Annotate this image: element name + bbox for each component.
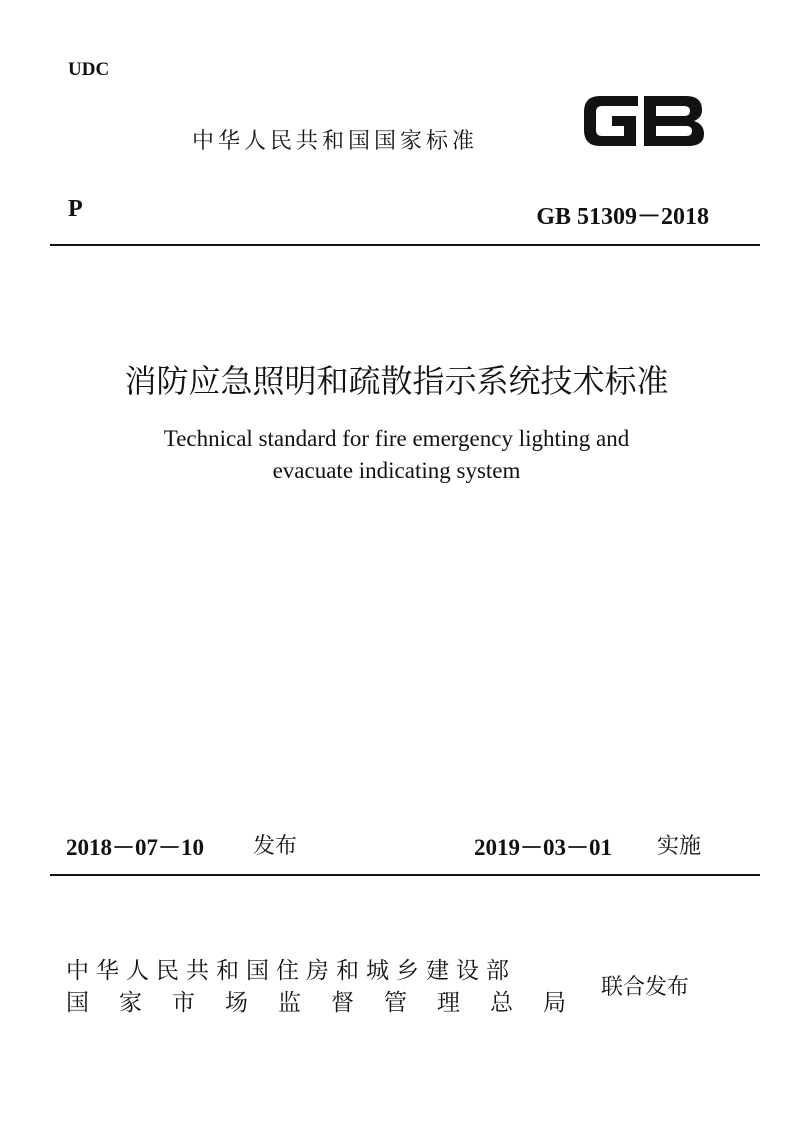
issuer-char: 市 [172, 990, 195, 1016]
joint-issue-label: 联合发布 [601, 975, 690, 1000]
top-divider [50, 244, 760, 246]
issuer-char: 场 [225, 990, 248, 1016]
standard-number: GB 51309－2018 [536, 204, 709, 230]
udc-label: UDC [68, 59, 110, 80]
category-code: P [68, 196, 83, 222]
implement-date: 2019－03－01 [474, 835, 612, 860]
issuer-char: 监 [278, 990, 301, 1016]
issue-label: 发布 [253, 834, 298, 859]
implement-label: 实施 [657, 834, 702, 859]
national-standard-label: 中华人民共和国国家标准 [192, 129, 479, 154]
issuer-char: 督 [331, 990, 354, 1016]
issuer-char: 国 [66, 990, 89, 1016]
issuer-ministry: 中华人民共和国住房和城乡建设部 [66, 958, 516, 984]
issuer-char: 家 [119, 990, 142, 1016]
title-english-line1: Technical standard for fire emergency lighting and [163, 426, 630, 451]
bottom-divider [50, 874, 760, 876]
issuer-char: 理 [437, 990, 460, 1016]
issuer-char: 局 [543, 990, 566, 1016]
title-english-line2: evacuate indicating system [272, 458, 521, 483]
issuer-char: 管 [384, 990, 407, 1016]
issue-date: 2018－07－10 [66, 835, 204, 860]
title-chinese: 消防应急照明和疏散指示系统技术标准 [124, 362, 669, 400]
issuer-administration [66, 984, 566, 1017]
issuer-char: 总 [490, 990, 513, 1016]
title-english [0, 423, 793, 487]
gb-logo [578, 86, 710, 154]
